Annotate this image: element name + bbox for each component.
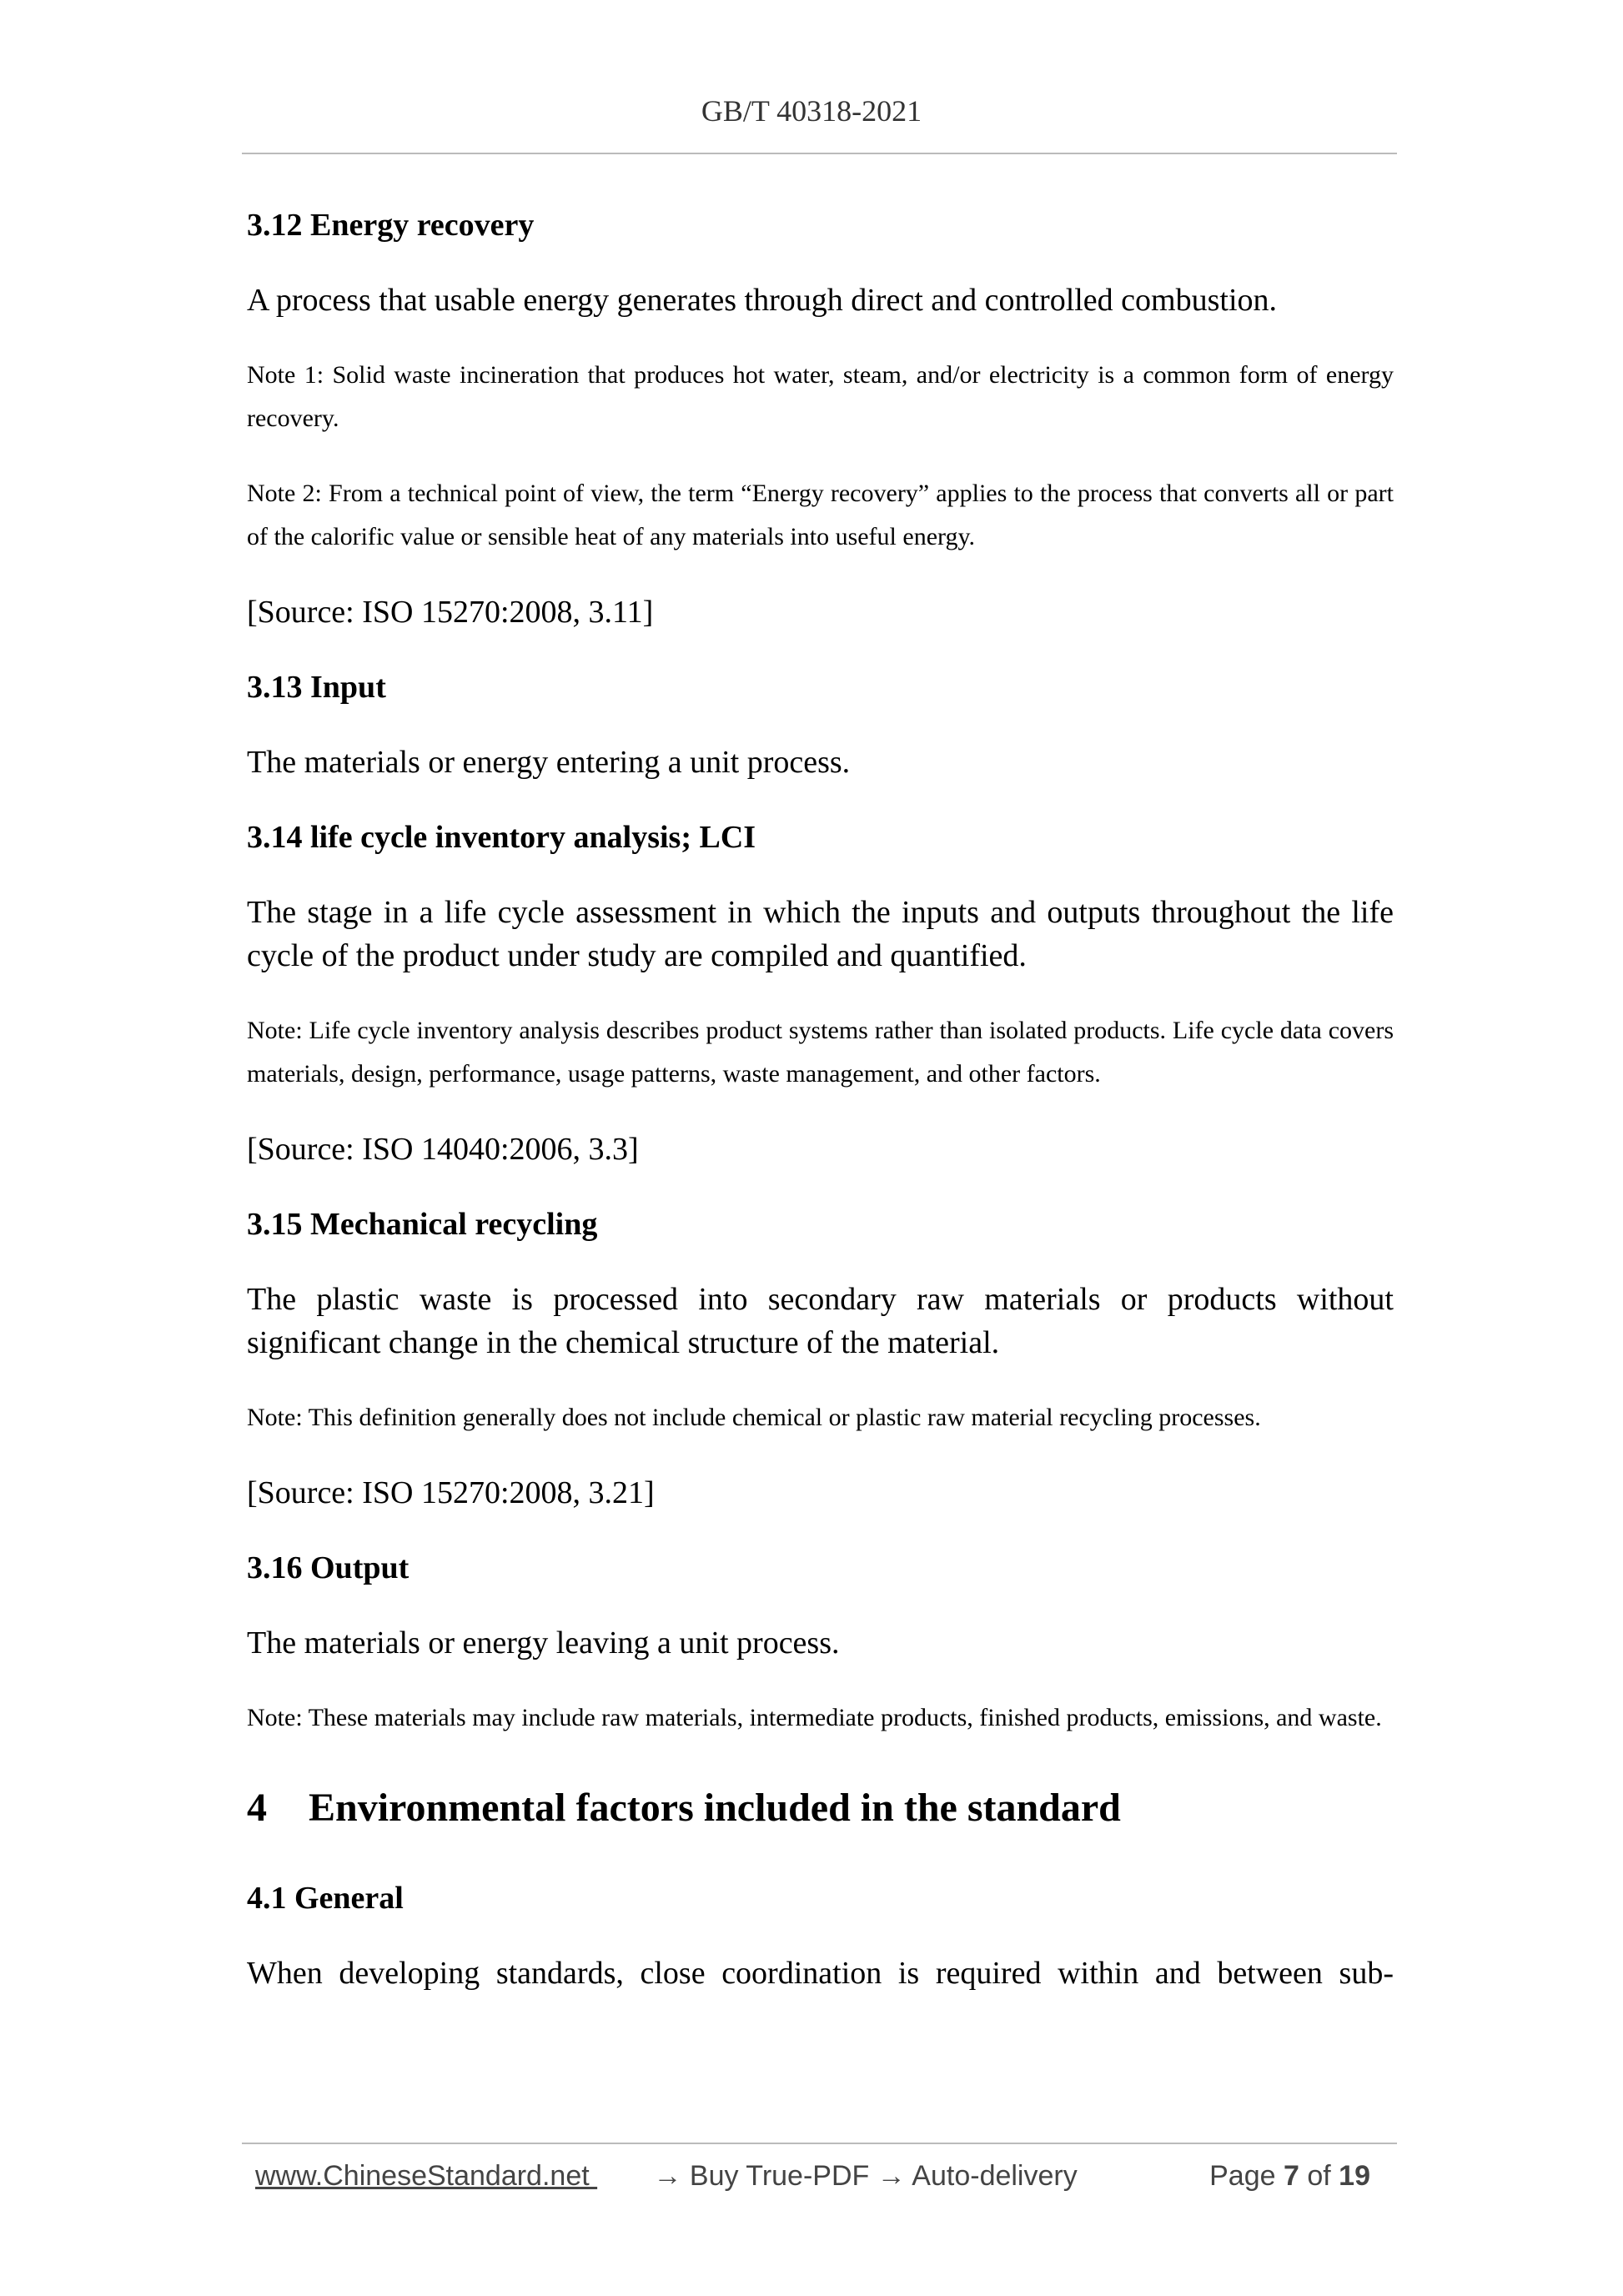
chapter-heading — [247, 1781, 1394, 1835]
buy-pdf-text: → Buy True-PDF → Auto-delivery — [646, 2160, 1078, 2192]
page-current: 7 — [1283, 2160, 1299, 2192]
header-divider — [242, 153, 1397, 154]
section-heading-3-12: 3.12 Energy recovery — [247, 208, 535, 243]
page-label: Page — [1209, 2160, 1276, 2192]
of-label: of — [1307, 2160, 1331, 2192]
chapter-number: 4 — [247, 1786, 267, 1830]
definition-3-13: The materials or energy entering a unit process. — [247, 745, 851, 780]
paragraph-4-1: When developing standards, close coordination is required within and between sub- — [247, 1956, 1394, 1991]
website-link[interactable]: www.ChineseStandard.net — [255, 2160, 598, 2192]
section-heading-3-15: 3.15 Mechanical recycling — [247, 1207, 598, 1242]
definition-3-12: A process that usable energy generates through direct and controlled combustion. — [247, 283, 1277, 318]
page-total: 19 — [1339, 2160, 1370, 2192]
document-body — [247, 203, 1394, 2027]
definition-3-15: The plastic waste is processed into secondary raw materials or products without significant change in the chemical structure of the material. — [247, 1282, 1394, 1360]
source-3-15: [Source: ISO 15270:2008, 3.21] — [247, 1475, 655, 1510]
page-footer — [255, 2160, 1394, 2202]
section-heading-3-13: 3.13 Input — [247, 670, 386, 705]
source-3-12: [Source: ISO 15270:2008, 3.11] — [247, 595, 654, 630]
page-header: GB/T 40318-2021 — [701, 94, 922, 128]
note-3-15: Note: This definition generally does not include chemical or plastic raw material recycling processes. — [247, 1404, 1261, 1431]
note-3-14: Note: Life cycle inventory analysis describes product systems rather than isolated products. Life cycle data covers materials, design, performance, usage patterns, waste management, and other factors. — [247, 1017, 1394, 1088]
definition-3-14: The stage in a life cycle assessment in which the inputs and outputs throughout the life cycle of the product under study are compiled and quantified. — [247, 895, 1394, 973]
page-indicator — [1209, 2160, 1370, 2193]
note-3-12-2: Note 2: From a technical point of view, the term “Energy recovery” applies to the process that converts all or part of the calorific value or sensible heat of any materials into useful energy. — [247, 480, 1394, 550]
section-heading-3-16: 3.16 Output — [247, 1550, 410, 1585]
section-heading-3-14: 3.14 life cycle inventory analysis; LCI — [247, 820, 756, 855]
definition-3-16: The materials or energy leaving a unit process. — [247, 1625, 840, 1660]
footer-divider — [242, 2143, 1397, 2144]
source-3-14: [Source: ISO 14040:2006, 3.3] — [247, 1132, 639, 1167]
note-3-16: Note: These materials may include raw materials, intermediate products, finished products, emissions, and waste. — [247, 1704, 1382, 1731]
chapter-title: Environmental factors included in the standard — [309, 1786, 1121, 1830]
note-3-12-1: Note 1: Solid waste incineration that produces hot water, steam, and/or electricity is a common form of energy recovery. — [247, 361, 1394, 432]
section-heading-4-1: 4.1 General — [247, 1881, 404, 1916]
